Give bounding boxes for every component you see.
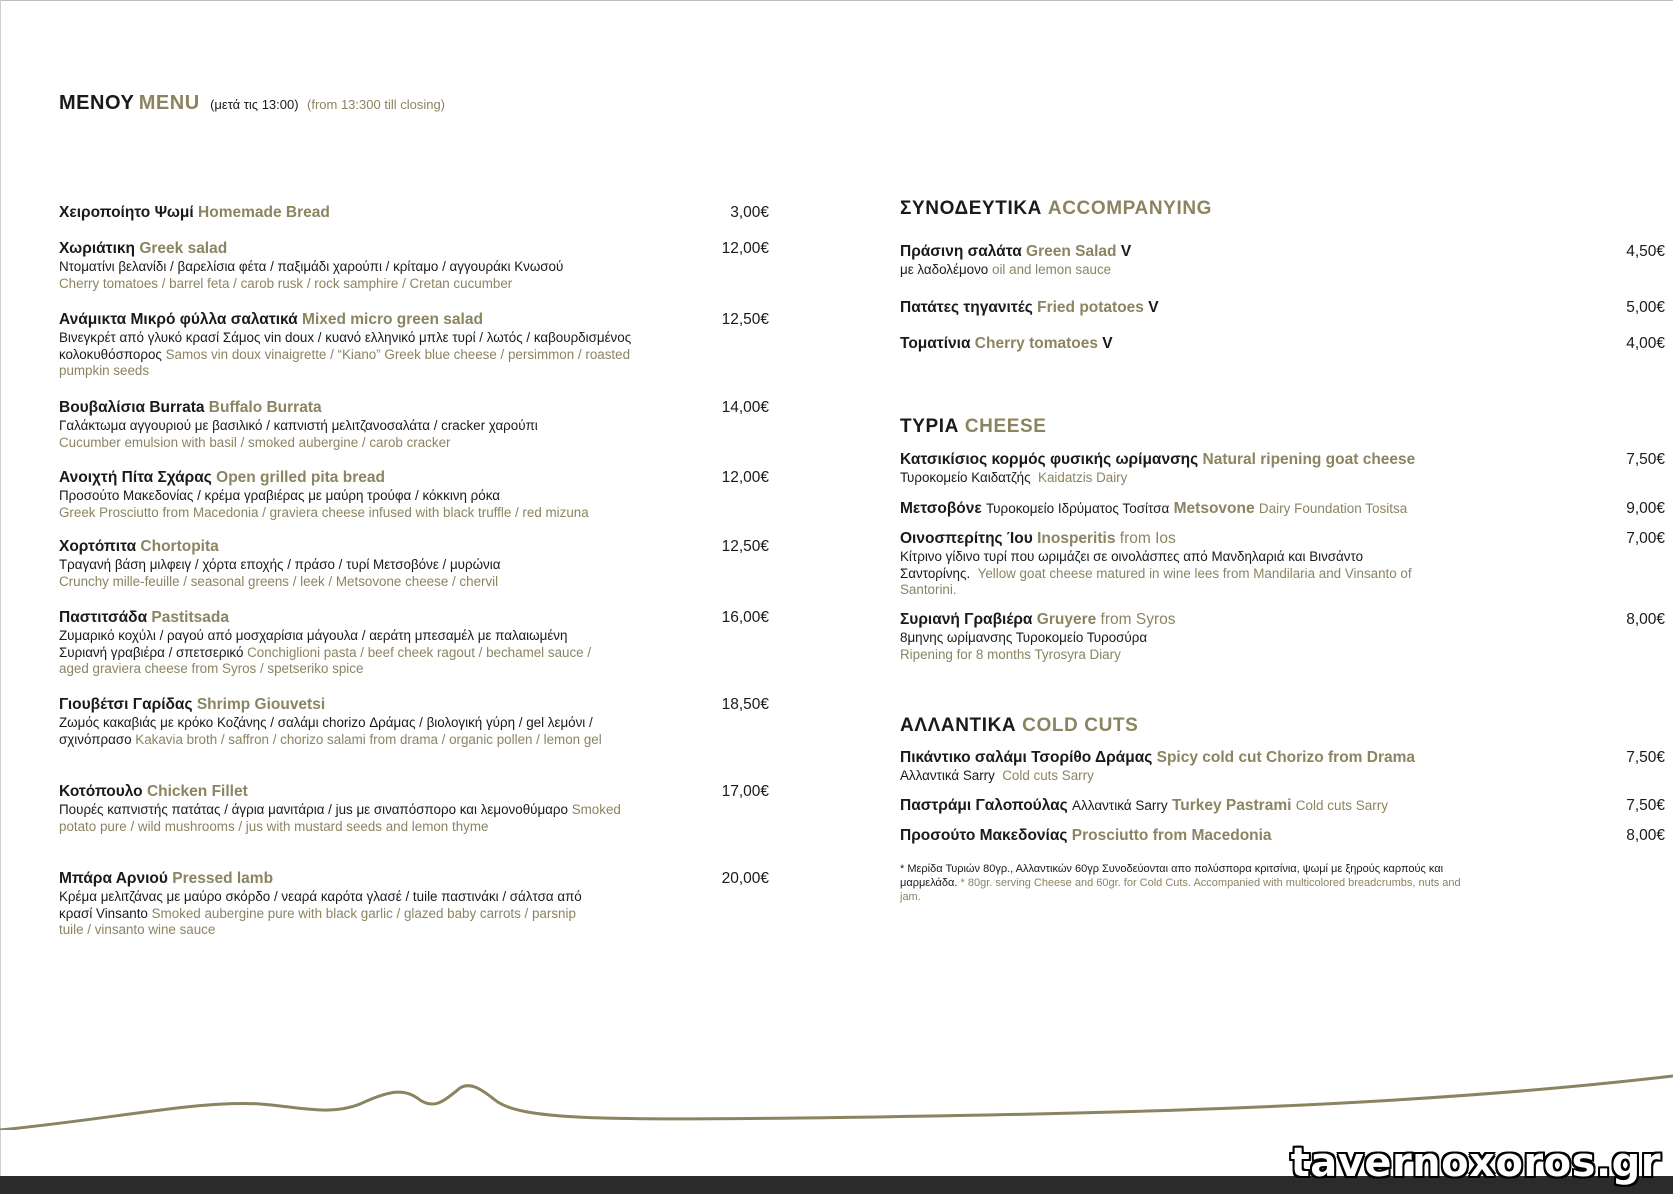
- item-origin-en: from Drama: [1328, 749, 1415, 766]
- item-desc-gr: Αλλαντικά Sarry: [900, 768, 995, 783]
- item-desc-en: Smoked aubergine pure with black garlic / glazed baby carrots / parsnip tuile / vinsanto wine sauce: [59, 905, 576, 937]
- item-desc-en: Smoked potato pure / wild mushrooms / jus with mustard seeds and lemon thyme: [59, 802, 621, 834]
- section-title-cold-cuts: [900, 715, 1138, 737]
- item-title: [900, 499, 1665, 518]
- footnote-gr: * Μερίδα Τυριών 80γρ., Αλλαντικών 60γρ Συνοδεύονται απο πολύσπορα κριτσίνια, ψωμί με ξηρούς καρπούς και μαρμελάδα.: [900, 863, 1444, 889]
- item-price: 12,50€: [721, 538, 769, 555]
- item-desc-gr: με λαδολέμονο: [900, 262, 989, 277]
- item-name-gr: Οινοσπερίτης Ίου: [900, 530, 1033, 547]
- menu-item-pita: [59, 468, 769, 521]
- item-name-gr: Μετσοβόνε: [900, 500, 982, 517]
- item-name-gr: Χορτόπιτα: [59, 538, 137, 555]
- item-title: [900, 334, 1665, 353]
- item-name-gr: Πατάτες τηγανιτές: [900, 299, 1033, 316]
- item-price: 4,00€: [1626, 335, 1665, 352]
- cheese-item-metsovone: [900, 499, 1665, 518]
- item-name-gr: Παστιτσάδα: [59, 609, 148, 626]
- vegan-tag: V: [1148, 299, 1159, 316]
- item-producer-gr: Αλλαντικά Sarry: [1072, 798, 1168, 813]
- side-item-green-salad: [900, 242, 1665, 279]
- item-desc-en: oil and lemon sauce: [992, 262, 1112, 277]
- item-desc-gr: Ζυμαρικό κοχύλι / ραγού από μοσχαρίσια μάγουλα / αεράτη μπεσαμέλ με παλαιωμένη Συριανή γραβιέρα / σπετσερικό: [59, 628, 568, 660]
- item-name-gr: Μπάρα Αρνιού: [59, 870, 168, 887]
- item-name-gr: Κοτόπουλο: [59, 783, 143, 800]
- item-name-gr: Πικάντικο σαλάμι Τσορίθο Δράμας: [900, 749, 1153, 766]
- item-name-en: Chortopita: [140, 538, 219, 555]
- item-name-en: Natural ripening goat cheese: [1202, 451, 1416, 468]
- item-description: [59, 628, 619, 678]
- item-price: 7,50€: [1626, 749, 1665, 766]
- vegan-tag: V: [1102, 335, 1113, 352]
- item-name-en: Open grilled pita bread: [216, 469, 385, 486]
- item-name-en: Spicy cold cut Chorizo: [1156, 749, 1324, 766]
- item-name-en: Pressed lamb: [172, 870, 274, 887]
- item-price: 8,00€: [1626, 611, 1665, 628]
- section-title-accompanying: [900, 198, 1212, 220]
- item-price: 7,50€: [1626, 797, 1665, 814]
- item-desc-gr: Πουρές καπνιστής πατάτας / άγρια μανιτάρια / jus με σιναπόσπορο και λεμονοθύμαρο: [59, 802, 568, 817]
- item-name-gr: Συριανή Γραβιέρα: [900, 611, 1033, 628]
- item-name-gr: Προσούτο Μακεδονίας: [900, 827, 1068, 844]
- item-desc-en: Cold cuts Sarry: [1002, 768, 1094, 783]
- item-price: 5,00€: [1626, 299, 1665, 316]
- coldcut-item-pastrami: [900, 796, 1665, 815]
- side-item-cherry-tomatoes: [900, 334, 1665, 353]
- item-price: 18,50€: [721, 696, 769, 713]
- item-price: 7,00€: [1626, 530, 1665, 547]
- item-description: [900, 630, 1665, 663]
- item-name-gr: Κατσικίσιος κορμός φυσικής ωρίμανσης: [900, 451, 1199, 468]
- item-price: 3,00€: [730, 204, 769, 221]
- item-price: 7,50€: [1626, 451, 1665, 468]
- item-name-gr: Γιουβέτσι Γαρίδας: [59, 696, 193, 713]
- item-desc-gr: Τραγανή βάση μιλφειγ / χόρτα εποχής / πράσο / τυρί Μετσοβόνε / μυρώνια: [59, 557, 501, 572]
- item-name-gr: Τοματίνια: [900, 335, 971, 352]
- item-title: [59, 695, 769, 714]
- section-title-gr: ΑΛΛΑΝΤΙΚΑ: [900, 715, 1017, 736]
- menu-item-pastitsada: [59, 608, 769, 678]
- item-name-en: Metsovone: [1173, 500, 1255, 517]
- item-name-gr: Παστράμι Γαλοπούλας: [900, 797, 1068, 814]
- item-producer-en: Cold cuts Sarry: [1295, 798, 1388, 813]
- item-desc-en: Cucumber emulsion with basil / smoked aubergine / carob cracker: [59, 434, 451, 450]
- section-title-gr: ΤΥΡΙΑ: [900, 416, 959, 437]
- item-description: [59, 715, 619, 748]
- header-title-en: MENU: [138, 92, 200, 114]
- item-name-en: Green Salad: [1026, 243, 1117, 260]
- item-name-en: Prosciutto from Macedonia: [1071, 827, 1272, 844]
- item-name-en: Gruyere: [1036, 611, 1097, 628]
- section-title-gr: ΣΥΝΟΔΕΥΤΙΚΑ: [900, 198, 1042, 219]
- item-price: 12,00€: [721, 469, 769, 486]
- coldcut-item-prosciutto: [900, 826, 1665, 845]
- vegan-tag: V: [1120, 243, 1132, 260]
- item-description: [900, 470, 1665, 487]
- item-title: [900, 529, 1665, 548]
- menu-item-greek-salad: [59, 239, 769, 292]
- item-title: [900, 298, 1665, 317]
- section-title-cheese: [900, 416, 1047, 438]
- item-name-gr: Ανοιχτή Πίτα Σχάρας: [59, 469, 212, 486]
- item-name-en: Pastitsada: [151, 609, 229, 626]
- header-title-gr: ΜΕΝΟΥ: [59, 92, 135, 114]
- menu-item-bread: [59, 203, 769, 222]
- item-desc-gr: Ντοματίνι βελανίδι / βαρελίσια φέτα / παξιμάδι χαρούπι / κρίταμο / αγγουράκι Κνωσού: [59, 259, 564, 274]
- item-title: [59, 608, 769, 627]
- item-desc-gr: Τυροκομείο Καιδατζής: [900, 470, 1031, 485]
- cheese-item-goat: [900, 450, 1665, 487]
- item-name-en: Greek salad: [139, 240, 228, 257]
- item-name-gr: Πράσινη σαλάτα: [900, 243, 1022, 260]
- menu-item-chortopita: [59, 537, 769, 590]
- item-price: 17,00€: [721, 783, 769, 800]
- item-name-en: Chicken Fillet: [146, 783, 248, 800]
- menu-item-chicken: [59, 782, 769, 835]
- item-title: [900, 242, 1665, 261]
- menu-item-micro-green-salad: [59, 310, 769, 380]
- item-price: 8,00€: [1626, 827, 1665, 844]
- item-title: [59, 869, 769, 888]
- item-title: [59, 310, 769, 329]
- item-name-en: Turkey Pastrami: [1171, 797, 1292, 814]
- section-title-en: ACCOMPANYING: [1047, 198, 1213, 219]
- menu-item-burrata: [59, 398, 769, 451]
- item-description: [59, 259, 769, 292]
- item-name-gr: Ανάμικτα Μικρό φύλλα σαλατικά: [59, 311, 298, 328]
- item-desc-en: Kakavia broth / saffron / chorizo salami from drama / organic pollen / lemon gel: [135, 731, 602, 747]
- item-origin-en: from Syros: [1100, 611, 1176, 628]
- decorative-wave-line: [0, 1060, 1673, 1130]
- item-desc-en: Conchiglioni pasta / beef cheek ragout / bechamel sauce / aged graviera cheese from Syros / spetseriko spice: [59, 644, 592, 676]
- item-title: [59, 537, 769, 556]
- watermark-text: tavernoxoros.gr: [1290, 1140, 1661, 1186]
- item-desc-en: Kaidatzis Dairy: [1038, 470, 1128, 485]
- item-description: [59, 557, 769, 590]
- item-desc-en: Greek Prosciutto from Macedonia / graviera cheese infused with black truffle / red mizuna: [59, 504, 589, 520]
- item-title: [900, 610, 1665, 629]
- menu-item-lamb: [59, 869, 769, 939]
- item-desc-en: Ripening for 8 months Tyrosyra Diary: [900, 646, 1121, 662]
- item-title: [59, 203, 769, 222]
- item-title: [900, 826, 1665, 845]
- item-name-gr: Βουβαλίσια Burrata: [59, 399, 205, 416]
- header-subtitle-gr: (μετά τις 13:00): [210, 97, 299, 112]
- item-desc-en: Crunchy mille-feuille / seasonal greens / leek / Metsovone cheese / chervil: [59, 573, 499, 589]
- item-name-en: Mixed micro green salad: [302, 311, 483, 328]
- item-name-en: Homemade Bread: [198, 204, 330, 221]
- item-price: 16,00€: [721, 609, 769, 626]
- side-item-fried-potatoes: [900, 298, 1665, 317]
- item-name-en: Inosperitis: [1037, 530, 1116, 547]
- item-description: [59, 418, 769, 451]
- header-subtitle-en: (from 13:300 till closing): [307, 97, 446, 112]
- page-border-top: [0, 0, 1673, 1]
- item-price: 9,00€: [1626, 500, 1665, 517]
- item-producer-en: Dairy Foundation Tositsa: [1258, 501, 1408, 516]
- section-title-en: CHEESE: [964, 416, 1047, 437]
- section-title-en: COLD CUTS: [1022, 715, 1139, 736]
- item-title: [59, 468, 769, 487]
- item-name-en: Fried potatoes: [1037, 299, 1144, 316]
- item-desc-gr: Κίτρινο γίδινο τυρί που ωριμάζει σε οινολάσπες από Μανδηλαριά και Βινσάντο Σαντορίνης.: [900, 549, 1364, 581]
- item-title: [59, 782, 769, 801]
- item-desc-en: Cherry tomatoes / barrel feta / carob rusk / rock samphire / Cretan cucumber: [59, 275, 513, 291]
- item-desc-gr: 8μηνης ωρίμανσης Τυροκομείο Τυροσύρα: [900, 630, 1148, 645]
- item-price: 12,00€: [721, 240, 769, 257]
- item-desc-gr: Ζωμός κακαβιάς με κρόκο Κοζάνης / σαλάμι chorizo Δράμας / βιολογική γύρη / gel λεμόνι / σχινόπρασο: [59, 715, 593, 747]
- item-origin-en: from Ios: [1119, 530, 1176, 547]
- footnote-en: * 80gr. serving Cheese and 60gr. for Cold Cuts. Accompanied with multicolored breadcrumbs, nuts and jam.: [900, 877, 1461, 903]
- page-border-left: [0, 0, 1, 1194]
- item-desc-en: Samos vin doux vinaigrette / “Kiano” Greek blue cheese / persimmon / roasted pumpkin seeds: [59, 346, 631, 378]
- item-description: [900, 549, 1420, 599]
- item-description: [900, 262, 1665, 279]
- item-desc-gr: Κρέμα μελιτζάνας με μαύρο σκόρδο / νεαρά καρότα γλασέ / tuile παστινάκι / σάλτσα από κρασί Vinsanto: [59, 889, 582, 921]
- coldcut-item-chorizo: [900, 748, 1665, 785]
- item-price: 20,00€: [721, 870, 769, 887]
- item-description: [900, 768, 1665, 785]
- item-name-en: Shrimp Giouvetsi: [196, 696, 326, 713]
- item-desc-gr: Προσούτο Μακεδονίας / κρέμα γραβιέρας με μαύρη τρούφα / κόκκινη ρόκα: [59, 488, 500, 503]
- item-price: 12,50€: [721, 311, 769, 328]
- item-title: [900, 796, 1665, 815]
- item-name-gr: Χειροποίητο Ψωμί: [59, 204, 194, 221]
- cheese-item-gruyere: [900, 610, 1665, 663]
- item-name-en: Buffalo Burrata: [208, 399, 322, 416]
- item-producer-gr: Τυροκομείο Ιδρύματος Τοσίτσα: [986, 501, 1170, 516]
- menu-header: [59, 92, 445, 115]
- item-name-gr: Χωριάτικη: [59, 240, 135, 257]
- item-price: 4,50€: [1626, 243, 1665, 260]
- item-name-en: Cherry tomatoes: [974, 335, 1098, 352]
- item-description: [59, 488, 769, 521]
- item-description: [59, 330, 639, 380]
- menu-item-giouvetsi: [59, 695, 769, 748]
- item-title: [900, 450, 1665, 469]
- item-desc-gr: Γαλάκτωμα αγγουριού με βασιλικό / καπνιστή μελιτζανοσαλάτα / cracker χαρούπι: [59, 418, 538, 433]
- item-desc-gr: Βινεγκρέτ από γλυκό κρασί Σάμος vin doux / κυανό ελληνικό μπλε τυρί / λωτός / καβουρδισμένος κολοκυθόσπορος: [59, 330, 632, 362]
- item-title: [900, 748, 1665, 767]
- item-description: [59, 802, 639, 835]
- footnote: [900, 862, 1470, 904]
- item-title: [59, 239, 769, 258]
- item-desc-en: Yellow goat cheese matured in wine lees from Mandilaria and Vinsanto of Santorini.: [900, 565, 1412, 597]
- item-title: [59, 398, 769, 417]
- item-description: [59, 889, 599, 939]
- cheese-item-inosperitis: [900, 529, 1665, 599]
- item-price: 14,00€: [721, 399, 769, 416]
